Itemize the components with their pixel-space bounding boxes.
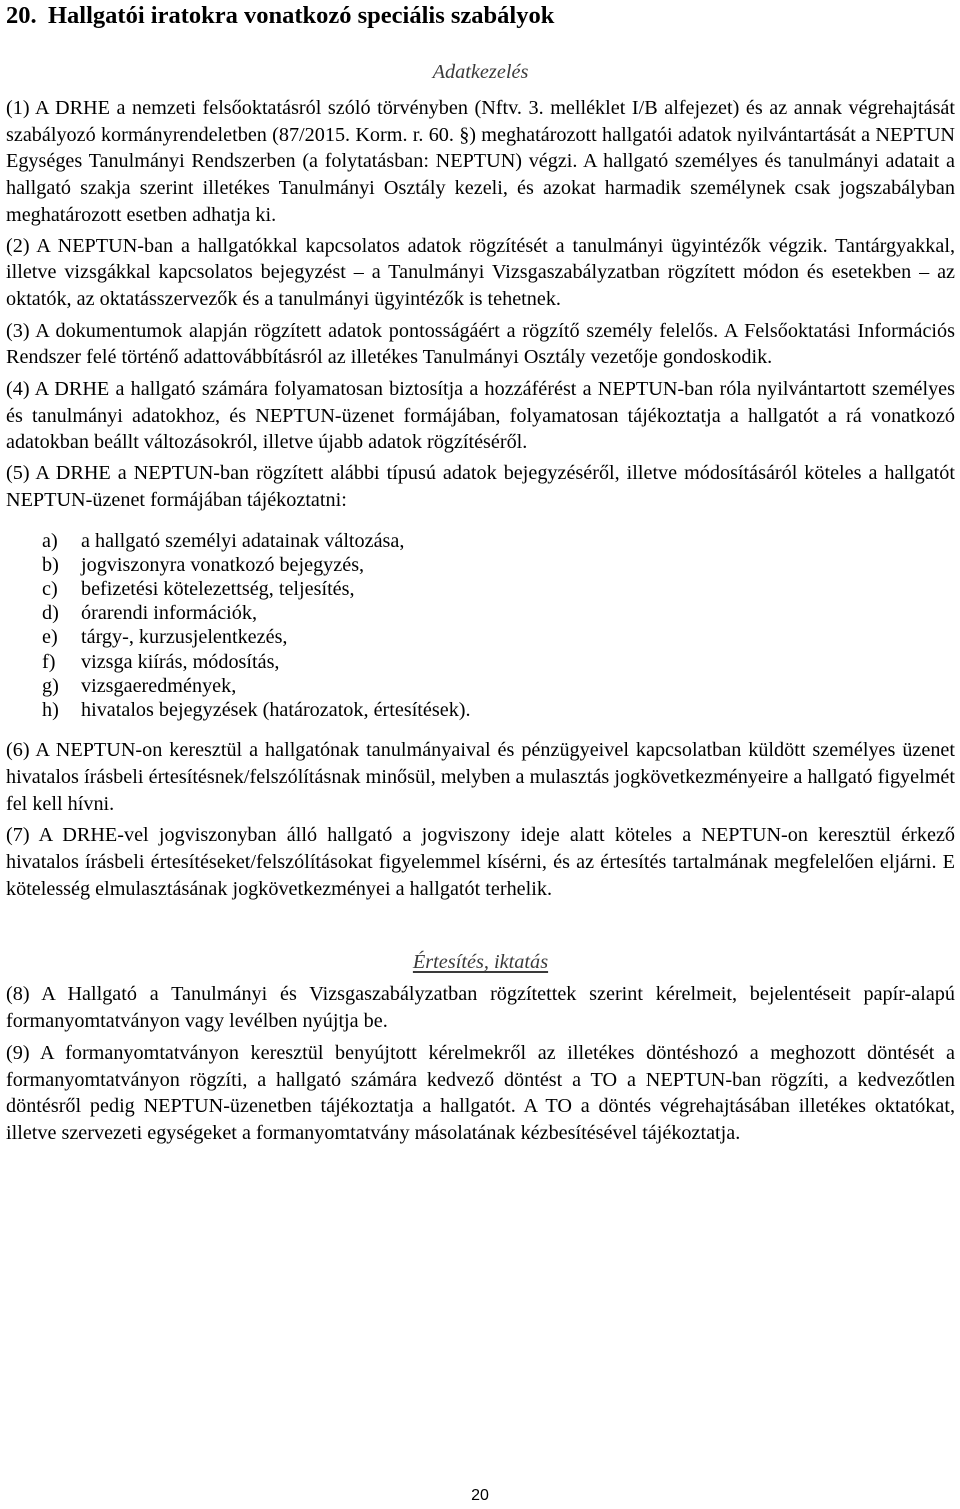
- document-page: [6, 0, 955, 1147]
- list-item: [6, 553, 955, 577]
- list-item-text: vizsgaeredmények,: [81, 674, 237, 697]
- list-item: [6, 625, 955, 649]
- list-item-text: a hallgató személyi adatainak változása,: [81, 529, 405, 552]
- chapter-title: Hallgatói iratokra vonatkozó speciális szabályok: [48, 2, 555, 29]
- list-item-text: órarendi információk,: [81, 602, 258, 625]
- chapter-heading: [6, 1, 955, 31]
- paragraph-8: (8) A Hallgató a Tanulmányi és Vizsgaszabályzatban rögzítettek szerint kérelmeit, bejelentéseit papír-alapú formanyomtatványon vagy levélben nyújtja be.: [6, 983, 955, 1033]
- paragraph-6: (6) A NEPTUN-on keresztül a hallgatónak tanulmányaival és pénzügyeivel kapcsolatban küldött személyes üzenet hivatalos írásbeli értesítésnek/felszólításnak minősül, melyben a mulasztás jogkövetkezményeire a hallgató figyelmét fel kell hívni.: [6, 739, 955, 815]
- list-item: [6, 577, 955, 601]
- list-item-text: hivatalos bejegyzések (határozatok, értesítések).: [81, 698, 471, 721]
- list-item: [6, 601, 955, 625]
- list-item-text: vizsga kiírás, módosítás,: [81, 650, 280, 673]
- paragraph-5: (5) A DRHE a NEPTUN-ban rögzített alábbi típusú adatok bejegyzéséről, illetve módosításáról köteles a hallgatót NEPTUN-üzenet formájában tájékoztatni:: [6, 462, 955, 511]
- paragraph-9: (9) A formanyomtatványon keresztül benyújtott kérelmekről az illetékes döntéshozó a meghozott döntését a formanyomtatványon rögzíti, a hallgató számára kedvező döntést a TO a NEPTUN-ban rögzíti, a kedvezőtlen döntésről pedig NEPTUN-üzenetben tájékoztatja a hallgatót. A TO a döntés végrehajtásában illetékes oktatókat, illetve szervezeti egységeket a formanyomtatvány másolatának kézbesítésével tájékoztatja.: [6, 1041, 955, 1144]
- paragraph-3: (3) A dokumentumok alapján rögzített adatok pontosságáért a rögzítő személy felelős. A Felsőoktatási Információs Rendszer felé történő adattovábbításról az illetékes Tanulmányi Osztály vezetője gondoskodik.: [6, 319, 955, 369]
- paragraph-2: (2) A NEPTUN-ban a hallgatókkal kapcsolatos adatok rögzítését a tanulmányi ügyintézők végzik. Tantárgyakkal, illetve vizsgákkal kapcsolatos bejegyzést – a Tanulmányi Vizsgaszabályzatban rögzített módon és esetekben – az oktatók, az oktatásszervezők és a tanulmányi ügyintézők is tehetnek.: [6, 234, 955, 310]
- chapter-number: 20.: [6, 2, 37, 29]
- list-item-letter: b): [42, 553, 59, 576]
- list-item-text: befizetési kötelezettség, teljesítés,: [81, 577, 355, 600]
- list-item-letter: e): [42, 626, 58, 649]
- list-item-letter: c): [42, 577, 58, 600]
- list-item-letter: f): [42, 650, 56, 673]
- list-item-text: tárgy-, kurzusjelentkezés,: [81, 626, 288, 649]
- paragraph-4: (4) A DRHE a hallgató számára folyamatosan biztosítja a hozzáférést a NEPTUN-ban róla nyilvántartott személyes és tanulmányi adatokhoz, és NEPTUN-üzenet formájában, folyamatosan tájékoztatja a hallgatót a rá vonatkozó adatokban beállt változásokról, illetve újabb adatok rögzítéséről.: [6, 378, 955, 454]
- list-item-letter: h): [42, 698, 59, 721]
- paragraph-7: (7) A DRHE-vel jogviszonyban álló hallgató a jogviszony ideje alatt köteles a NEPTUN-on keresztül érkező hivatalos írásbeli értesítéseket/felszólításokat figyelemmel kísérni, és az értesítés tartalmának megfelelően eljárni. E kötelesség elmulasztásának jogkövetkezményei a hallgatót terhelik.: [6, 824, 955, 900]
- list-item: [6, 650, 955, 674]
- list-item-text: jogviszonyra vonatkozó bejegyzés,: [81, 553, 365, 576]
- list-item: [6, 529, 955, 553]
- section-title-adatkezeles: Adatkezelés: [432, 61, 529, 83]
- notification-list: [6, 529, 955, 723]
- list-item-letter: d): [42, 602, 59, 625]
- page-number: 20: [471, 1487, 489, 1504]
- section-title-ertesites-iktatas: Értesítés, iktatás: [412, 951, 549, 974]
- list-item: [6, 674, 955, 698]
- paragraph-1: (1) A DRHE a nemzeti felsőoktatásról szóló törvényben (Nftv. 3. melléklet I/B alfejezet) és az annak végrehajtását szabályozó kormányrendeletben (87/2015. Korm. r. 60. §) meghatározott hallgatói adatok nyilvántartását a NEPTUN Egységes Tanulmányi Rendszerben (a folytatásban: NEPTUN) végzi. A hallgató személyes és tanulmányi adatait a hallgató szakja szerint illetékes Tanulmányi Osztály kezeli, és azokat harmadik személynek csak jogszabályban meghatározott esetben adhatja ki.: [6, 97, 955, 226]
- list-item-letter: g): [42, 674, 59, 697]
- list-item-letter: a): [42, 529, 58, 552]
- list-item: [6, 698, 955, 722]
